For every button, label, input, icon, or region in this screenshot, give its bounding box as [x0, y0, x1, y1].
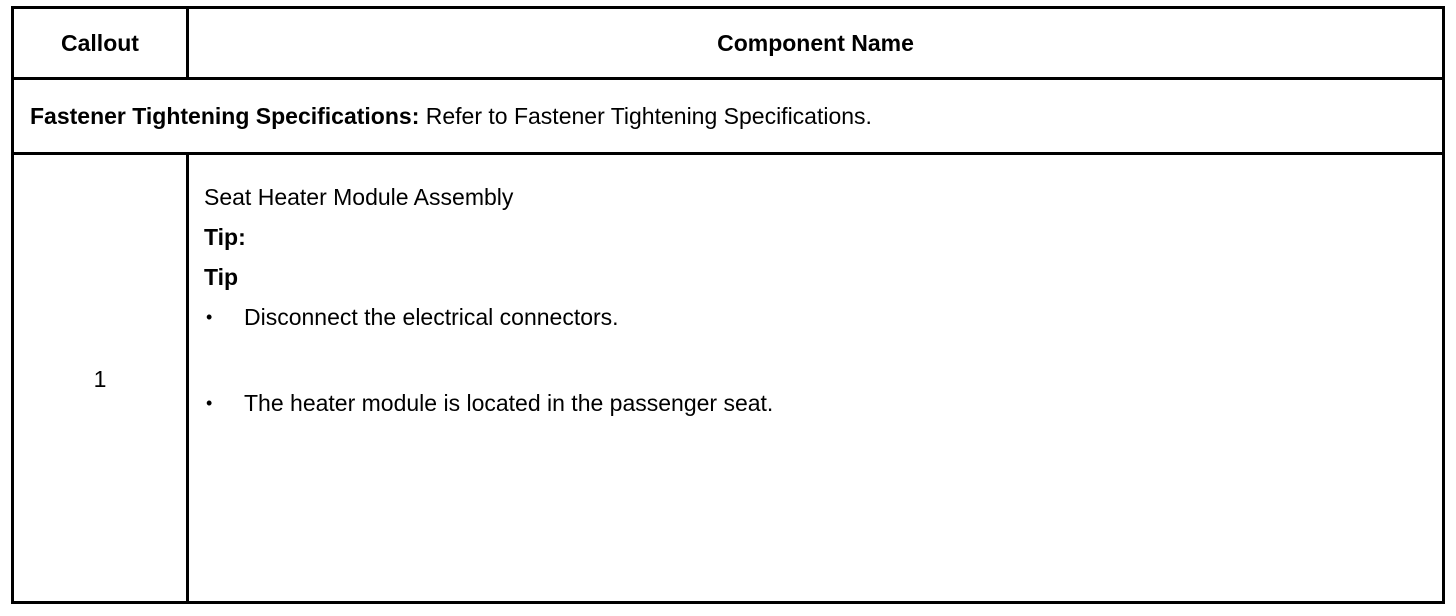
fastener-spec-label: Fastener Tightening Specifications:: [30, 102, 420, 129]
tip-label: Tip:: [204, 224, 246, 250]
fastener-spec-row: [14, 80, 1442, 155]
bullet-icon: •: [206, 392, 213, 413]
row-callout-number: 1: [93, 366, 107, 392]
component-table: [11, 6, 1445, 604]
header-callout: Callout: [61, 29, 139, 56]
row-component-cell: [204, 177, 1424, 423]
header-component-name: Component Name: [717, 29, 914, 56]
table-row: [14, 155, 1442, 604]
column-divider: [186, 155, 189, 604]
table-header-row: [14, 9, 1442, 80]
bullet-text: The heater module is located in the passenger seat.: [244, 389, 774, 416]
tip-heading: Tip: [204, 264, 239, 290]
list-item: [204, 297, 1424, 337]
bullet-icon: •: [206, 306, 213, 327]
list-item: [204, 383, 1424, 423]
bullet-text: Disconnect the electrical connectors.: [244, 303, 619, 330]
fastener-spec-text: [14, 103, 872, 130]
fastener-spec-value: Refer to Fastener Tightening Specifications.: [419, 102, 872, 129]
spacer: [204, 337, 1424, 383]
component-title: Seat Heater Module Assembly: [204, 184, 514, 210]
